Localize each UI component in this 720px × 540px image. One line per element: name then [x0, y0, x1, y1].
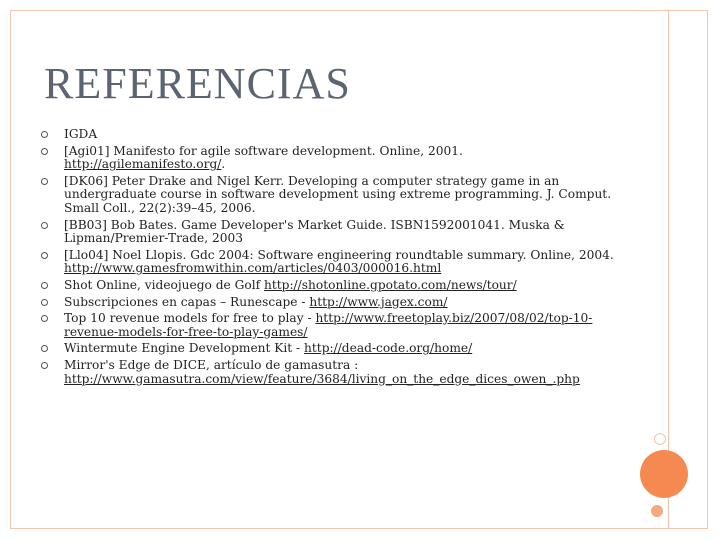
decorative-circle	[640, 450, 688, 498]
reference-item	[40, 312, 620, 339]
bullet-icon	[41, 282, 48, 289]
bullet-icon	[41, 362, 48, 369]
reference-text: [Llo04] Noel Llopis. Gdc 2004: Software engineering roundtable summary. Online, 2004.	[64, 247, 614, 262]
reference-link[interactable]: http://shotonline.gpotato.com/news/tour/	[264, 277, 517, 292]
decorative-small-circle	[651, 505, 663, 517]
reference-item	[40, 145, 620, 172]
reference-text: [DK06] Peter Drake and Nigel Kerr. Developing a computer strategy game in an undergraduate course in software development using extreme programming. J. Comput. Small Coll., 22(2):39–45, 2006.	[64, 173, 612, 215]
references-list	[40, 128, 620, 389]
reference-item	[40, 219, 620, 246]
reference-text: Top 10 revenue models for free to play -	[64, 311, 316, 326]
reference-item	[40, 279, 620, 293]
page-title: REFERENCIAS	[44, 59, 351, 108]
reference-text-after: .	[221, 157, 226, 172]
bullet-icon	[41, 345, 48, 352]
decorative-ring	[654, 433, 666, 445]
reference-text: [BB03] Bob Bates. Game Developer's Market Guide. ISBN1592001041. Muska & Lipman/Premier-Trade, 2003	[64, 217, 565, 246]
reference-link[interactable]: http://www.freetoplay.biz/2007/08/02/top-10-revenue-models-for-free-to-play-games/	[64, 311, 593, 339]
bullet-icon	[41, 222, 48, 229]
reference-link[interactable]: http://www.gamasutra.com/view/feature/3684/living_on_the_edge_dices_owen_.php	[64, 371, 580, 386]
bullet-icon	[41, 131, 48, 138]
bullet-icon	[41, 178, 48, 185]
reference-text: Shot Online, videojuego de Golf	[64, 277, 264, 292]
bullet-icon	[41, 315, 48, 322]
reference-text: IGDA	[64, 127, 98, 141]
reference-text: [Agi01] Manifesto for agile software development. Online, 2001.	[64, 143, 463, 158]
reference-link[interactable]: http://www.gamesfromwithin.com/articles/0403/000016.html	[64, 261, 442, 276]
reference-item	[40, 296, 620, 310]
reference-text: Mirror's Edge de DICE, artículo de gamasutra :	[64, 357, 359, 372]
reference-link[interactable]: http://dead-code.org/home/	[304, 341, 473, 356]
reference-link[interactable]: http://www.jagex.com/	[309, 294, 448, 309]
bullet-icon	[41, 252, 48, 259]
reference-item	[40, 175, 620, 216]
reference-text: Wintermute Engine Development Kit -	[64, 341, 305, 356]
reference-link[interactable]: http://agilemanifesto.org/	[64, 157, 222, 172]
reference-item	[40, 359, 620, 386]
bullet-icon	[41, 299, 48, 306]
reference-item	[40, 249, 620, 276]
bullet-icon	[41, 148, 48, 155]
reference-item	[40, 128, 620, 142]
reference-item	[40, 342, 620, 356]
reference-text: Subscripciones en capas – Runescape -	[64, 294, 310, 309]
